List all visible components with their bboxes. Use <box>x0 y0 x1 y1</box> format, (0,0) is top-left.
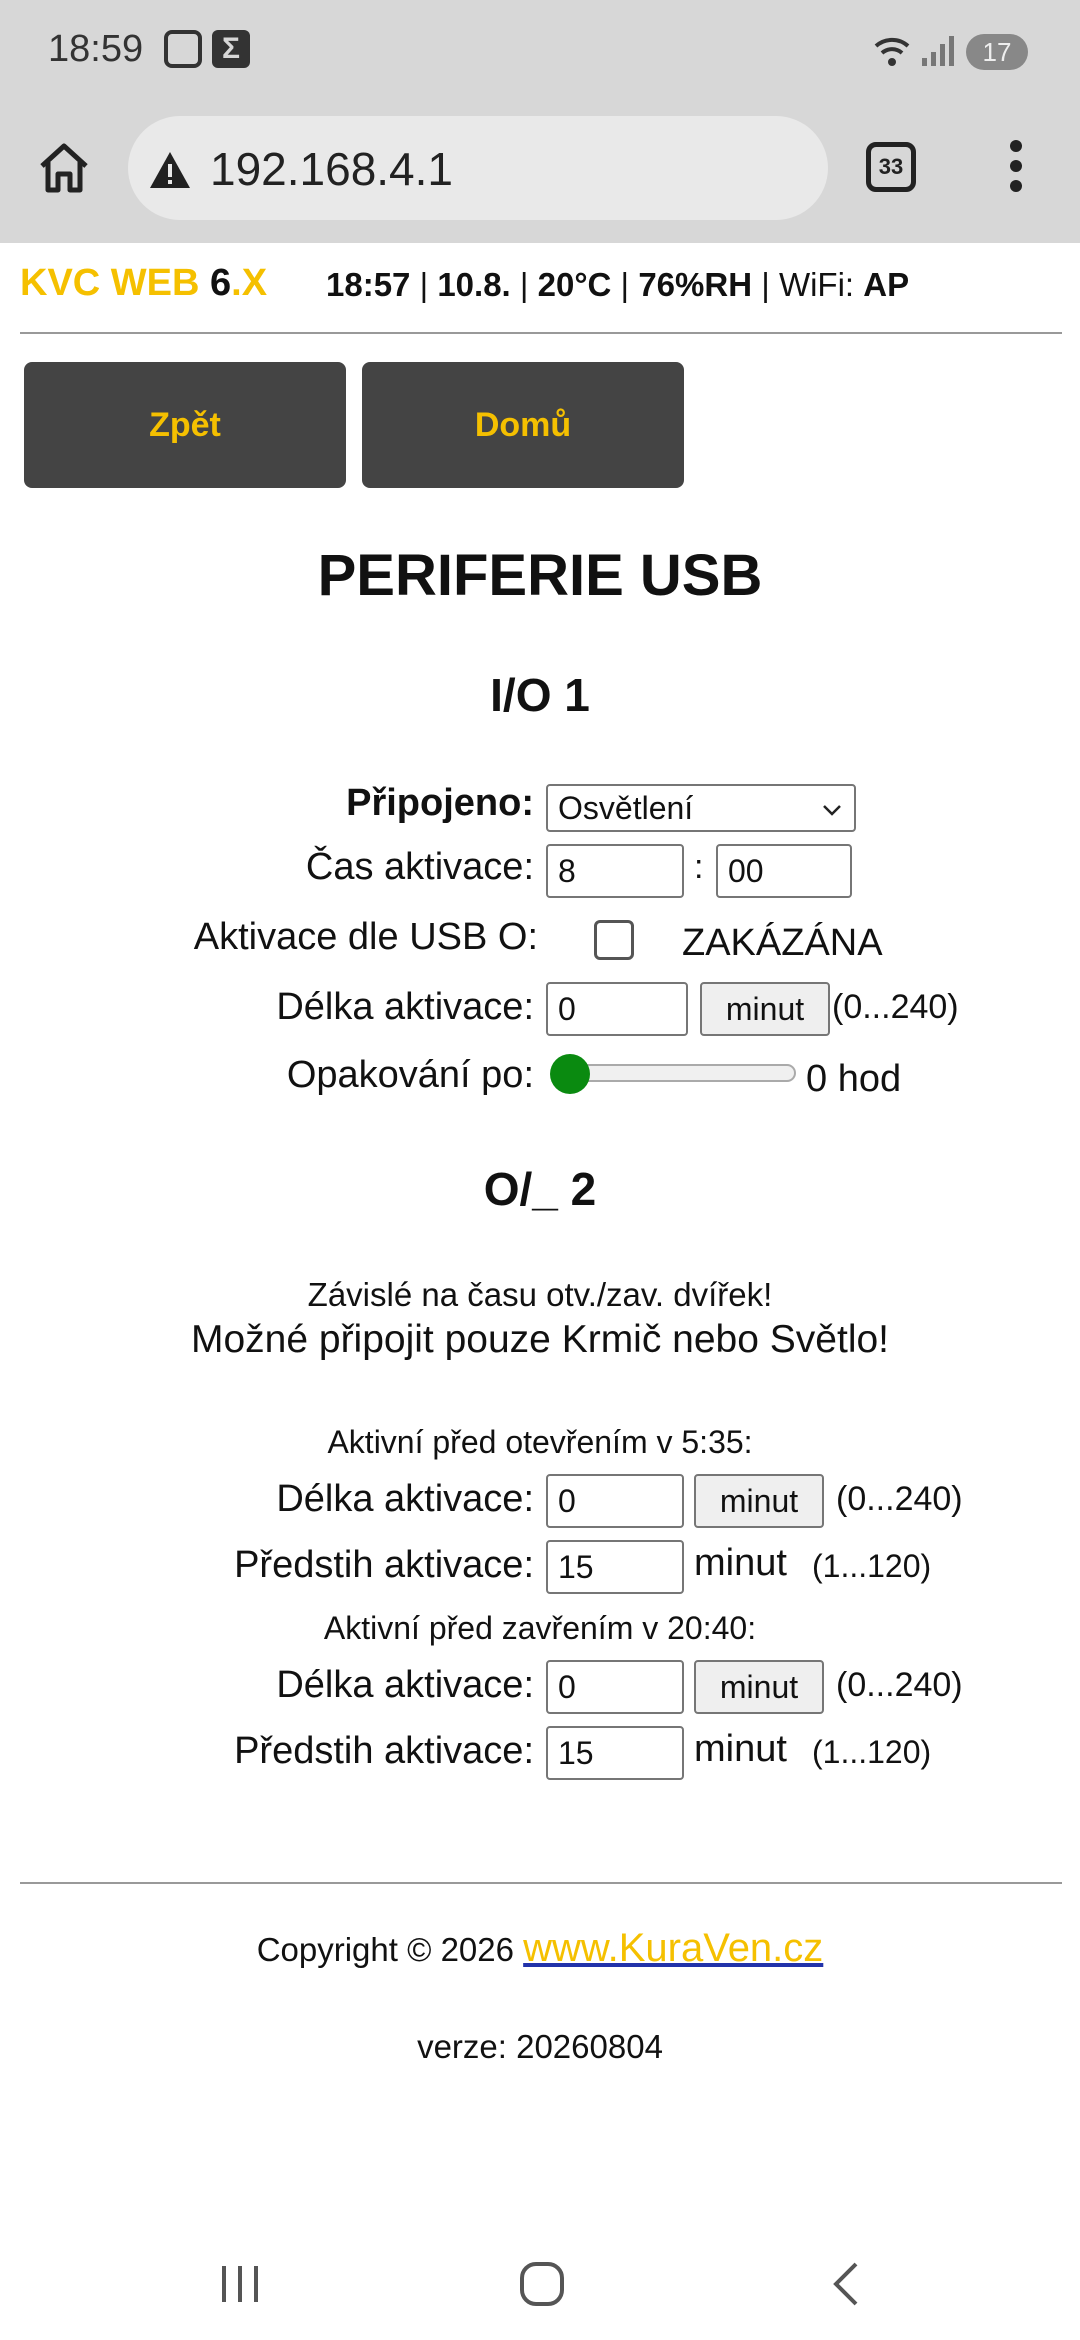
time-separator: : <box>694 848 704 886</box>
connected-label: Připojeno: <box>346 782 534 824</box>
address-bar[interactable] <box>128 116 828 220</box>
signal-icon <box>920 34 956 68</box>
page-header <box>20 262 1060 322</box>
activation-time-label: Čas aktivace: <box>305 846 534 888</box>
open-advance-input[interactable]: 15 <box>546 1540 684 1594</box>
duration-range: (0...240) <box>832 988 959 1026</box>
open-duration-input[interactable]: 0 <box>546 1474 684 1528</box>
connected-select-value: Osvětlení <box>558 790 694 826</box>
brand-logo: KVC WEB 6.X <box>20 262 268 304</box>
copyright-text: Copyright © 2026 <box>256 1931 524 1968</box>
usb-activation-state: ZAKÁZÁNA <box>682 922 883 964</box>
o2-note-small: Závislé na času otv./zav. dvířek! <box>307 1276 773 1313</box>
browser-chrome <box>0 0 1080 243</box>
footer-copyright <box>0 1926 1080 1971</box>
repeat-label: Opakování po: <box>286 1054 534 1096</box>
sigma-icon: Σ <box>212 30 250 68</box>
status-time: 18:59 <box>48 28 144 70</box>
close-advance-label: Předstih aktivace: <box>234 1730 534 1772</box>
repeat-value: 0 hod <box>806 1058 902 1100</box>
open-advance-range: (1...120) <box>812 1548 932 1584</box>
tabs-button[interactable]: 33 <box>866 142 916 192</box>
close-header: Aktivní před zavřením v 20:40: <box>323 1610 757 1646</box>
home-icon[interactable] <box>36 140 92 196</box>
back-nav-icon[interactable] <box>826 2260 866 2308</box>
close-duration-label: Délka aktivace: <box>276 1664 534 1706</box>
open-duration-unit-button[interactable]: minut <box>694 1474 824 1528</box>
repeat-slider[interactable] <box>556 1064 796 1082</box>
close-duration-range: (0...240) <box>836 1666 963 1704</box>
close-advance-input[interactable]: 15 <box>546 1726 684 1780</box>
hour-input[interactable]: 8 <box>546 844 684 898</box>
open-advance-label: Předstih aktivace: <box>234 1544 534 1586</box>
close-duration-input[interactable]: 0 <box>546 1660 684 1714</box>
warning-icon[interactable] <box>148 150 192 190</box>
duration-input[interactable]: 0 <box>546 982 688 1036</box>
o2-heading: O/_ 2 <box>483 1163 597 1215</box>
io1-heading: I/O 1 <box>490 669 590 721</box>
system-nav-bar <box>0 2240 1080 2340</box>
close-duration-unit-button[interactable]: minut <box>694 1660 824 1714</box>
battery-icon: 17 <box>966 34 1028 70</box>
screenshot-icon <box>164 30 202 68</box>
wifi-icon <box>874 34 910 68</box>
connected-select[interactable] <box>546 784 856 832</box>
more-menu-icon[interactable] <box>1004 140 1028 200</box>
usb-activation-checkbox[interactable] <box>594 920 634 960</box>
repeat-slider-thumb[interactable] <box>550 1054 590 1094</box>
close-advance-unit: minut <box>694 1728 787 1770</box>
website-link[interactable]: www.KuraVen.cz <box>523 1926 824 1970</box>
recent-apps-icon[interactable] <box>218 2262 262 2306</box>
footer-divider <box>20 1882 1062 1884</box>
home-button[interactable]: Domů <box>362 362 684 488</box>
page-title: PERIFERIE USB <box>317 543 763 608</box>
open-advance-unit: minut <box>694 1542 787 1584</box>
version-text: verze: 20260804 <box>417 2028 663 2065</box>
duration-unit-button[interactable]: minut <box>700 982 830 1036</box>
usb-activation-label: Aktivace dle USB O: <box>193 916 538 958</box>
open-header: Aktivní před otevřením v 5:35: <box>327 1424 753 1460</box>
close-advance-range: (1...120) <box>812 1734 932 1770</box>
back-button[interactable]: Zpět <box>24 362 346 488</box>
open-duration-range: (0...240) <box>836 1480 963 1518</box>
open-duration-label: Délka aktivace: <box>276 1478 534 1520</box>
status-info: 18:57 | 10.8. | 20°C | 76%RH | WiFi: AP <box>326 266 910 303</box>
divider <box>20 332 1062 334</box>
chevron-down-icon <box>822 800 842 820</box>
home-nav-icon[interactable] <box>518 2260 566 2308</box>
minute-input[interactable]: 00 <box>716 844 852 898</box>
o2-note-large: Možné připojit pouze Krmič nebo Světlo! <box>190 1318 890 1361</box>
url-text[interactable]: 192.168.4.1 <box>210 143 454 195</box>
duration-label: Délka aktivace: <box>276 986 534 1028</box>
